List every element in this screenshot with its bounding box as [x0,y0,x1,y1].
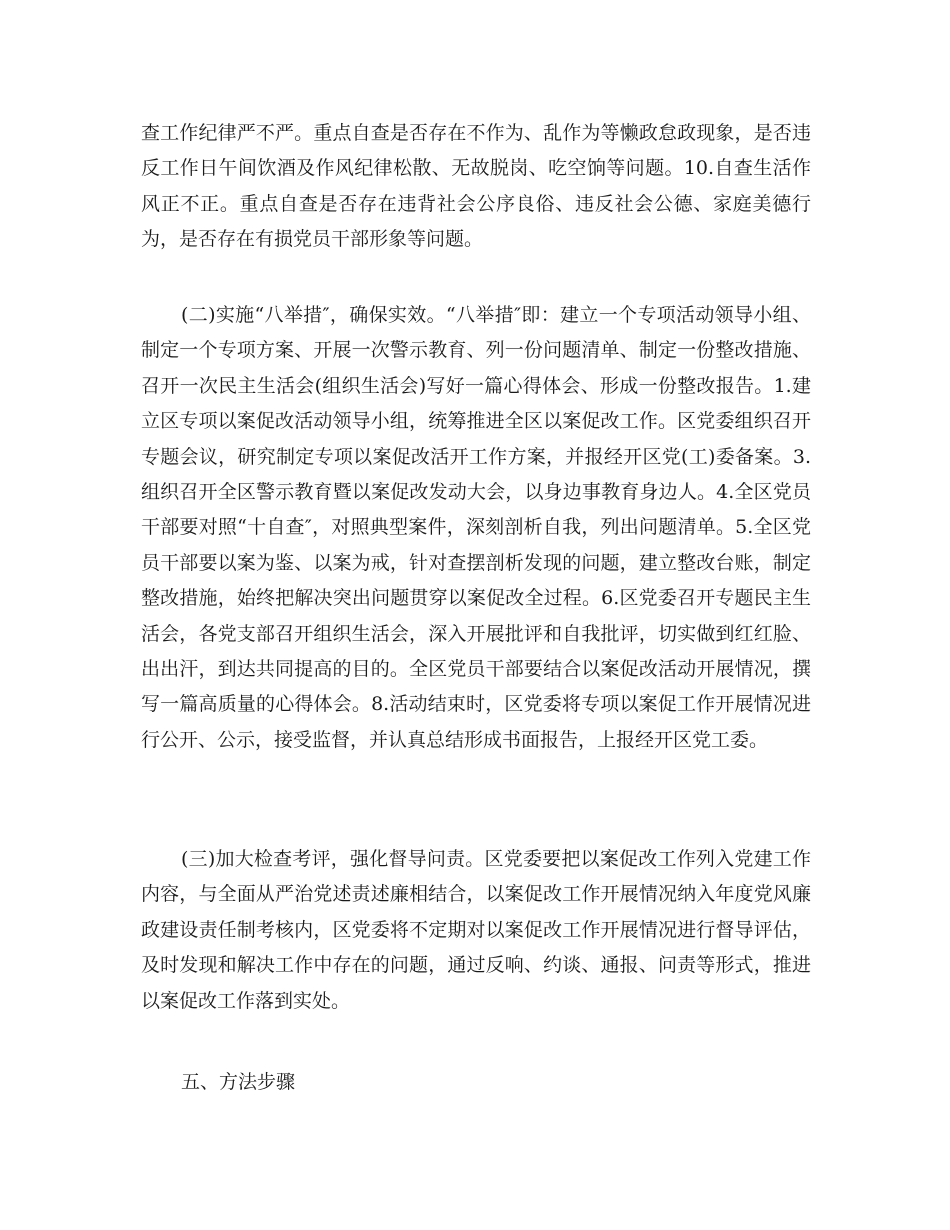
paragraph-eight-measures: (二)实施“八举措″，确保实效。“八举措″即：建立一个专项活动领导小组、制定一个专项方案、开展一次警示教育、列一份问题清单、制定一份整改措施、召开一次民主生活会(组织生活会)写好一篇心得体会、形成一份整改报告。1.建立区专项以案促改活动领导小组，统筹推进全区以案促改工作。区党委组织召开专题会议，研究制定专项以案促改活开工作方案，并报经开区党(工)委备案。3.组织召开全区警示教育暨以案促改发动大会，以身边事教育身边人。4.全区党员干部要对照“十自查″，对照典型案件，深刻剖析自我，列出问题清单。5.全区党员干部要以案为鉴、以案为戒，针对查摆剖析发现的问题，建立整改台账，制定整改措施，始终把解决突出问题贯穿以案促改全过程。6.区党委召开专题民主生活会，各党支部召开组织生活会，深入开展批评和自我批评，切实做到红红脸、出出汗，到达共同提高的目的。全区党员干部要结合以案促改活动开展情况，撰写一篇高质量的心得体会。8.活动结束时，区党委将专项以案促工作开展情况进行公开、公示，接受监督，并认真总结形成书面报告，上报经开区党工委。 [141,304,811,751]
paragraph-work-discipline: 查工作纪律严不严。重点自查是否存在不作为、乱作为等懒政怠政现象，是否违反工作日午间饮酒及作风纪律松散、无故脱岗、吃空饷等问题。10.自查生活作风正不正。重点自查是否存在违背社会公序良俗、违反社会公德、家庭美德行为，是否存在有损党员干部形象等问题。 [141,122,811,251]
section-heading-methods-steps: 五、方法步骤 [181,1071,296,1093]
paragraph-inspection-accountability: (三)加大检查考评，强化督导问责。区党委要把以案促改工作列入党建工作内容，与全面从严治党述责述廉相结合，以案促改工作开展情况纳入年度党风廉政建设责任制考核内，区党委将不定期对以案促改工作开展情况进行督导评估，及时发现和解决工作中存在的问题，通过反响、约谈、通报、问责等形式，推进以案促改工作落到实处。 [141,848,811,1012]
